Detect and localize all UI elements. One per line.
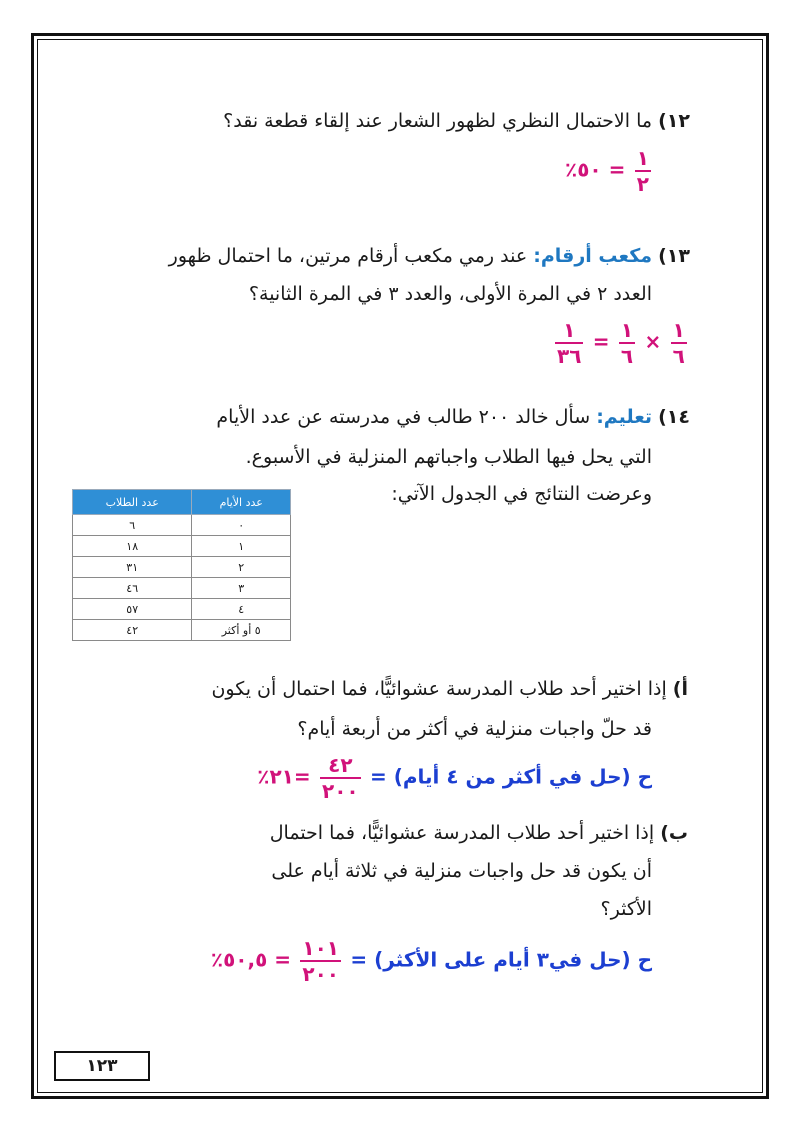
results-table	[72, 489, 291, 641]
fraction-denominator: ٢٠٠	[302, 962, 340, 986]
fraction-denominator: ٦	[672, 344, 685, 368]
question-text: ما الاحتمال النظري لظهور الشعار عند إلقاء قطعة نقد؟	[223, 110, 653, 132]
fraction-numerator: ١	[636, 146, 649, 170]
table-row	[73, 536, 291, 557]
question-text: سأل خالد ٢٠٠ طالب في مدرسته عن عدد الأيام	[216, 406, 591, 428]
fraction-denominator: ٢٠٠	[322, 779, 359, 803]
cell-students: ٦	[73, 515, 192, 536]
fraction-numerator: ١	[563, 318, 576, 342]
cell-days: ٣	[192, 578, 291, 599]
question-number: ١٤)	[658, 406, 690, 428]
part-letter: أ)	[672, 678, 688, 700]
fraction-denominator: ٢	[636, 172, 649, 196]
part-a-line1	[211, 678, 688, 700]
table-row	[73, 620, 291, 641]
col-students-header: عدد الطلاب	[73, 490, 192, 515]
question-13-line2: العدد ٢ في المرة الأولى، والعدد ٣ في المرة الثانية؟	[248, 283, 652, 305]
part-b-line3: الأكثر؟	[600, 898, 652, 920]
cell-days: ٤	[192, 599, 291, 620]
cell-days: ٥ أو أكثر	[192, 620, 291, 641]
question-14-line2: التي يحل فيها الطلاب واجباتهم المنزلية في الأسبوع.	[245, 446, 652, 468]
fraction-numerator: ١	[620, 318, 634, 342]
part-text: إذا اختير أحد طلاب المدرسة عشوائيًّا، فما احتمال أن يكون	[211, 678, 667, 700]
answer-fraction	[320, 755, 361, 801]
answer-prefix: ح (حل في أكثر من ٤ أيام) =	[369, 764, 652, 789]
answer-a	[257, 755, 652, 801]
cell-days: ١	[192, 536, 291, 557]
answer-rest: = ٥٠,٥٪	[210, 947, 292, 972]
cell-students: ٤٢	[73, 620, 192, 641]
cell-students: ٣١	[73, 557, 192, 578]
times-sign: ×	[644, 329, 662, 354]
page-number: ١٢٣	[86, 1056, 118, 1076]
cell-days: ٠	[192, 515, 291, 536]
part-a-line2: قد حلّ واجبات منزلية في أكثر من أربعة أيام؟	[297, 718, 652, 740]
question-number: ١٢)	[658, 110, 690, 132]
fraction-denominator: ٣٦	[557, 344, 582, 368]
fraction-numerator: ١٠١	[302, 936, 340, 960]
question-13-line1	[169, 245, 690, 267]
answer-rest: = ٥٠٪	[565, 157, 626, 182]
answer-b	[211, 938, 652, 984]
table-row	[73, 515, 291, 536]
answer-prefix: ح (حل في٣ أيام على الأكثر) =	[350, 947, 652, 972]
question-number: ١٣)	[658, 245, 690, 267]
fraction-numerator: ٤٢	[328, 753, 353, 777]
equals-sign: =	[592, 329, 610, 354]
col-days-header: عدد الأيام	[192, 490, 291, 515]
table-row	[73, 599, 291, 620]
cell-days: ٢	[192, 557, 291, 578]
cell-students: ٥٧	[73, 599, 192, 620]
answer-12	[565, 148, 654, 194]
answer-fraction	[300, 938, 341, 984]
part-text: إذا اختير أحد طلاب المدرسة عشوائيًّا، فما احتمال	[269, 822, 655, 844]
factor-fraction	[619, 320, 635, 366]
question-text: عند رمي مكعب أرقام مرتين، ما احتمال ظهور	[168, 245, 528, 267]
answer-13	[552, 320, 690, 366]
question-12	[223, 110, 690, 132]
table-row	[73, 557, 291, 578]
question-14-line1	[216, 406, 690, 428]
page-number-box	[54, 1051, 150, 1081]
result-fraction	[555, 320, 583, 366]
part-b-line2: أن يكون قد حل واجبات منزلية في ثلاثة أيام على	[271, 860, 652, 882]
cell-students: ٤٦	[73, 578, 192, 599]
topic-label: مكعب أرقام:	[533, 245, 653, 267]
part-letter: ب)	[660, 822, 688, 844]
question-14-line3: وعرضت النتائج في الجدول الآتي:	[391, 483, 652, 505]
cell-students: ١٨	[73, 536, 192, 557]
fraction-denominator: ٦	[620, 344, 634, 368]
topic-label: تعليم:	[596, 406, 653, 428]
part-b-line1	[270, 822, 688, 844]
factor-fraction	[671, 320, 687, 366]
answer-rest: =٢١٪	[257, 764, 311, 789]
fraction-numerator: ١	[672, 318, 685, 342]
table-row	[73, 578, 291, 599]
answer-fraction	[635, 148, 651, 194]
